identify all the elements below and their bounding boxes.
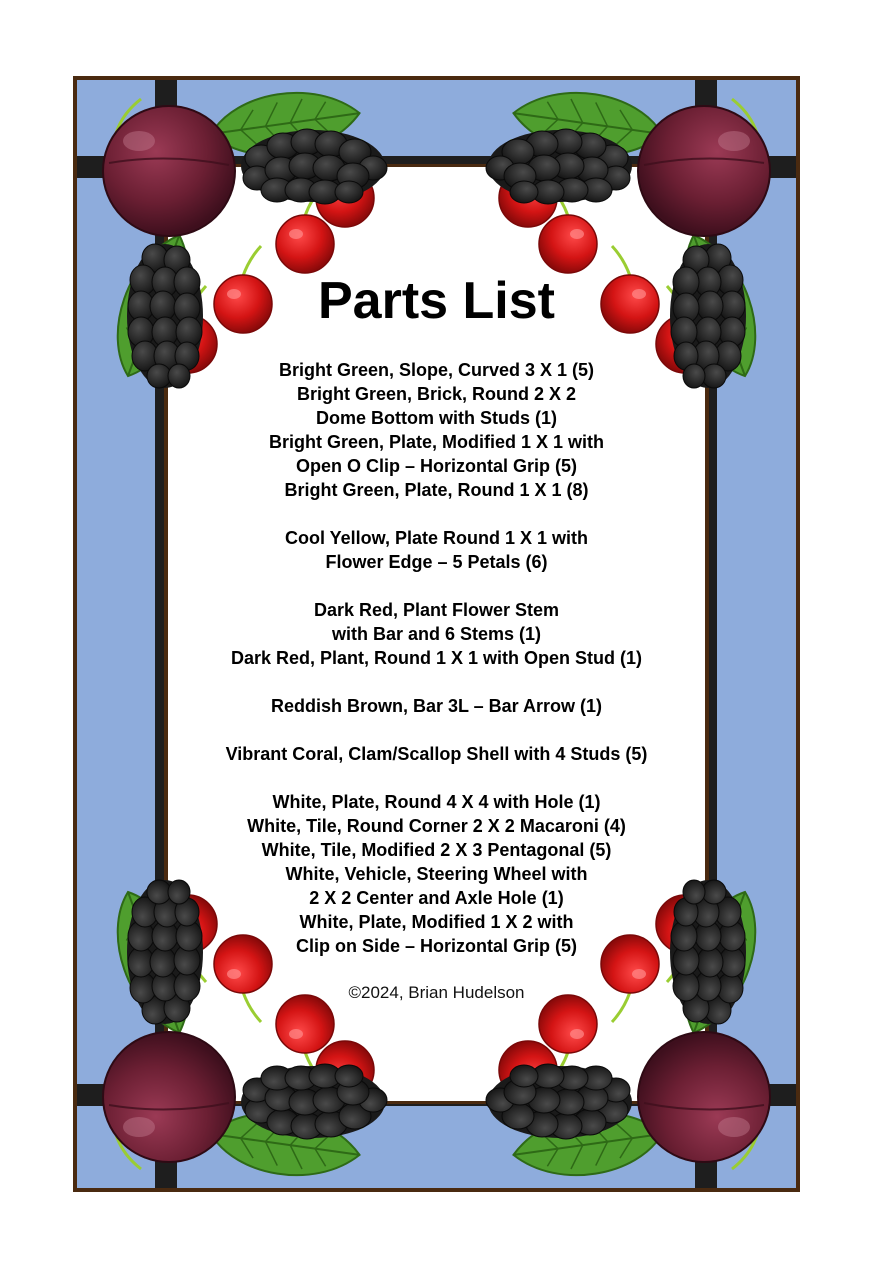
parts-group-bright-green: [168, 358, 705, 502]
part-line: Vibrant Coral, Clam/Scallop Shell with 4 Studs (5): [225, 744, 648, 764]
parts-group-cool-yellow: [168, 526, 705, 574]
copyright-notice: ©2024, Brian Hudelson: [348, 983, 525, 1002]
part-line: Open O Clip – Horizontal Grip (5): [295, 456, 577, 476]
part-line: Bright Green, Slope, Curved 3 X 1 (5): [278, 360, 595, 380]
part-line: Cool Yellow, Plate Round 1 X 1 with: [284, 528, 589, 548]
page-title: Parts List: [318, 272, 555, 330]
part-line: Reddish Brown, Bar 3L – Bar Arrow (1): [270, 696, 603, 716]
part-line: White, Plate, Round 4 X 4 with Hole (1): [272, 792, 601, 812]
part-line: Clip on Side – Horizontal Grip (5): [295, 936, 577, 956]
part-line: Bright Green, Brick, Round 2 X 2: [296, 384, 577, 404]
parts-group-reddish-brown: [168, 694, 705, 718]
parts-group-white: [168, 790, 705, 958]
part-line: with Bar and 6 Stems (1): [331, 624, 542, 644]
part-line: Dark Red, Plant, Round 1 X 1 with Open Stud (1): [230, 648, 643, 668]
part-line: Dome Bottom with Studs (1): [316, 408, 557, 428]
decorative-frame: [73, 76, 800, 1192]
part-line: Dark Red, Plant Flower Stem: [313, 600, 560, 620]
part-line: Flower Edge – 5 Petals (6): [325, 552, 548, 572]
parts-group-vibrant-coral: [168, 742, 705, 766]
part-line: White, Plate, Modified 1 X 2 with: [299, 912, 574, 932]
part-line: White, Tile, Round Corner 2 X 2 Macaroni (4): [247, 816, 626, 836]
part-line: 2 X 2 Center and Axle Hole (1): [309, 888, 564, 908]
parts-list-panel: [168, 166, 705, 1106]
part-line: White, Tile, Modified 2 X 3 Pentagonal (5): [261, 840, 612, 860]
part-line: Bright Green, Plate, Modified 1 X 1 with: [268, 432, 605, 452]
parts-list: [168, 358, 705, 958]
parts-group-dark-red: [168, 598, 705, 670]
part-line: Bright Green, Plate, Round 1 X 1 (8): [284, 480, 589, 500]
part-line: White, Vehicle, Steering Wheel with: [285, 864, 588, 884]
